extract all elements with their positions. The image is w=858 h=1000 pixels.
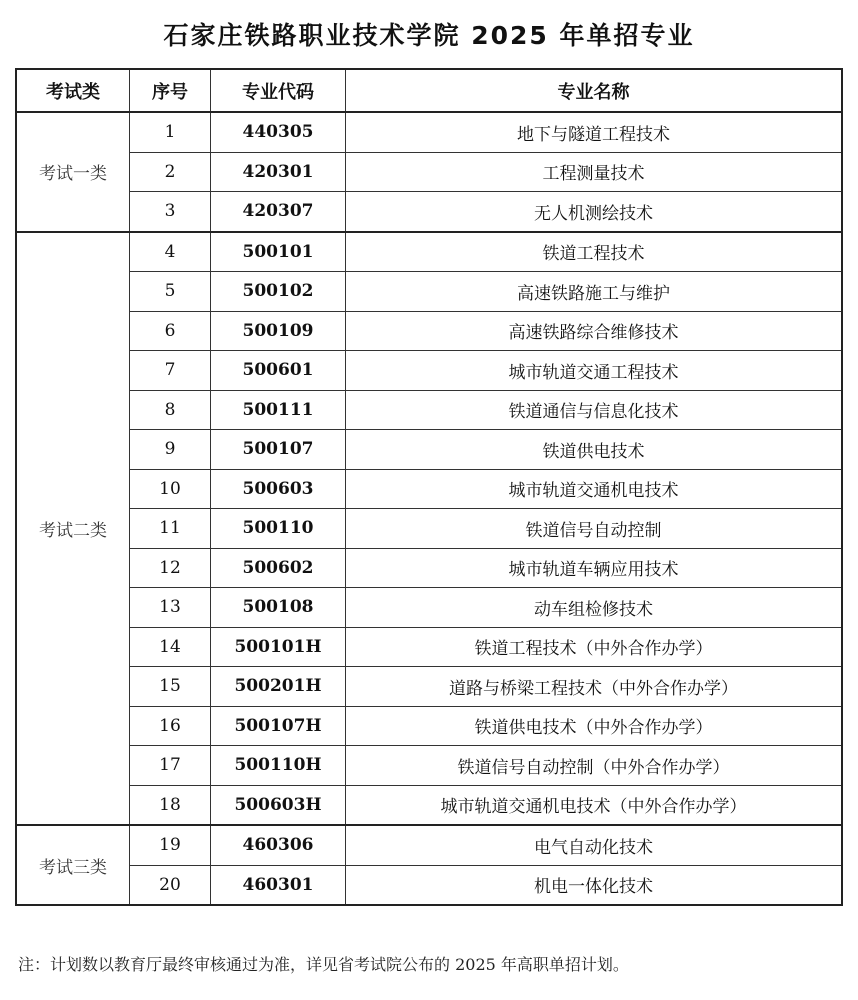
table-row: [16, 746, 842, 786]
major-code: 500111: [211, 390, 346, 430]
row-number: 6: [130, 311, 211, 351]
major-name: 铁道通信与信息化技术: [346, 390, 843, 430]
major-name: 无人机测绘技术: [346, 192, 843, 232]
table-row: [16, 667, 842, 707]
row-number: 18: [130, 785, 211, 825]
major-name: 铁道工程技术（中外合作办学）: [346, 627, 843, 667]
row-number: 9: [130, 430, 211, 470]
major-name: 铁道信号自动控制: [346, 509, 843, 549]
row-number: 3: [130, 192, 211, 232]
table-row: [16, 509, 842, 549]
major-name: 工程测量技术: [346, 152, 843, 192]
major-name: 高速铁路施工与维护: [346, 272, 843, 312]
exam-category: 考试三类: [16, 825, 130, 905]
table-row: [16, 588, 842, 628]
major-name: 高速铁路综合维修技术: [346, 311, 843, 351]
row-number: 2: [130, 152, 211, 192]
major-name: 城市轨道交通工程技术: [346, 351, 843, 391]
table-row: [16, 430, 842, 470]
row-number: 12: [130, 548, 211, 588]
major-code: 500107: [211, 430, 346, 470]
row-number: 5: [130, 272, 211, 312]
footnote: 注：计划数以教育厅最终审核通过为准，详见省考试院公布的 2025 年高职单招计划。: [18, 955, 629, 974]
major-name: 电气自动化技术: [346, 825, 843, 865]
major-name: 道路与桥梁工程技术（中外合作办学）: [346, 667, 843, 707]
table-row: [16, 311, 842, 351]
table-row: [16, 112, 842, 152]
major-code: 460301: [211, 865, 346, 905]
table-row: [16, 548, 842, 588]
major-name: 动车组检修技术: [346, 588, 843, 628]
major-code: 500102: [211, 272, 346, 312]
row-number: 7: [130, 351, 211, 391]
row-number: 17: [130, 746, 211, 786]
major-code: 500107H: [211, 706, 346, 746]
major-code: 500108: [211, 588, 346, 628]
header-code: 专业代码: [211, 69, 346, 112]
row-number: 19: [130, 825, 211, 865]
table-row: [16, 865, 842, 905]
header-number: 序号: [130, 69, 211, 112]
major-code: 500109: [211, 311, 346, 351]
major-code: 500201H: [211, 667, 346, 707]
major-name: 铁道供电技术（中外合作办学）: [346, 706, 843, 746]
table-row: [16, 351, 842, 391]
table-row: [16, 627, 842, 667]
majors-table: [15, 68, 843, 906]
major-code: 500101: [211, 232, 346, 272]
table-row: [16, 192, 842, 232]
major-name: 铁道信号自动控制（中外合作办学）: [346, 746, 843, 786]
header-category: 考试类: [16, 69, 130, 112]
table-header-row: [16, 69, 842, 112]
exam-category: 考试二类: [16, 232, 130, 826]
major-name: 城市轨道车辆应用技术: [346, 548, 843, 588]
row-number: 10: [130, 469, 211, 509]
exam-category: 考试一类: [16, 112, 130, 232]
table-row: [16, 825, 842, 865]
row-number: 13: [130, 588, 211, 628]
row-number: 8: [130, 390, 211, 430]
table-body: [16, 112, 842, 905]
table-row: [16, 272, 842, 312]
major-code: 500603H: [211, 785, 346, 825]
row-number: 16: [130, 706, 211, 746]
major-code: 500602: [211, 548, 346, 588]
header-name: 专业名称: [346, 69, 843, 112]
table-row: [16, 390, 842, 430]
row-number: 11: [130, 509, 211, 549]
table-row: [16, 152, 842, 192]
page-title: 石家庄铁路职业技术学院 2025 年单招专业: [163, 21, 695, 50]
major-code: 500110: [211, 509, 346, 549]
table-row: [16, 232, 842, 272]
major-code: 440305: [211, 112, 346, 152]
row-number: 20: [130, 865, 211, 905]
major-code: 420307: [211, 192, 346, 232]
major-code: 460306: [211, 825, 346, 865]
table-row: [16, 785, 842, 825]
major-code: 500601: [211, 351, 346, 391]
major-code: 420301: [211, 152, 346, 192]
row-number: 15: [130, 667, 211, 707]
major-name: 地下与隧道工程技术: [346, 112, 843, 152]
major-code: 500603: [211, 469, 346, 509]
row-number: 4: [130, 232, 211, 272]
major-name: 铁道工程技术: [346, 232, 843, 272]
table-row: [16, 469, 842, 509]
major-name: 城市轨道交通机电技术（中外合作办学）: [346, 785, 843, 825]
major-name: 铁道供电技术: [346, 430, 843, 470]
table-row: [16, 706, 842, 746]
row-number: 14: [130, 627, 211, 667]
major-name: 城市轨道交通机电技术: [346, 469, 843, 509]
major-name: 机电一体化技术: [346, 865, 843, 905]
major-code: 500101H: [211, 627, 346, 667]
major-code: 500110H: [211, 746, 346, 786]
row-number: 1: [130, 112, 211, 152]
